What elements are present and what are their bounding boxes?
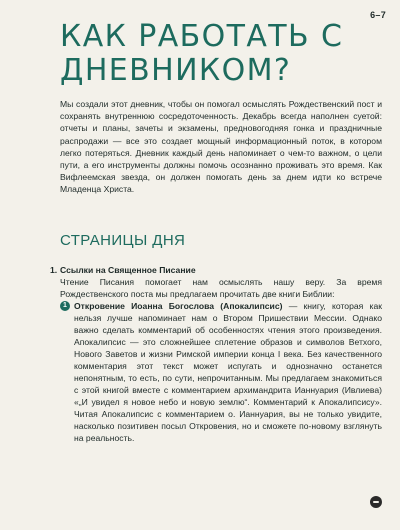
number-circle-icon: 1 [60,301,70,311]
section-title: СТРАНИЦЫ ДНЯ [60,232,186,249]
list-item [50,264,382,444]
page-corner-icon [370,496,382,508]
list-item-text: Чтение Писания помогает нам осмыслять нашу веру. За время Рождественского поста мы предлагаем прочитать две книги Библии: [60,277,382,299]
list-item-number: 1. [50,265,58,275]
section-list [50,264,382,444]
page-number: 6–7 [370,10,386,20]
sub-item-lead: Откровение Иоанна Богослова (Апокалипсис) [74,301,283,311]
sub-item [60,300,382,444]
intro-paragraph: Мы создали этот дневник, чтобы он помогал осмыслять Рождественский пост и сохранять внутреннюю сосредоточенность. Декабрь всегда наполнен суетой: отчеты и планы, зачеты и экзамены, предновогодняя гонка и праздничные распродажи — все это создает мощный информационный поток, в котором легко потеряться. Дневник каждый день напоминает о чем-то важном, о цели пути, а его инструменты должны помочь осознанно проживать это время. Как Вифлеемская звезда, он должен помогать день за днем идти ко встрече Младенца Христа. [60,99,382,195]
page-title: КАК РАБОТАТЬ С ДНЕВНИКОМ? [60,19,344,88]
list-item-title: Ссылки на Священное Писание [60,265,196,275]
sub-item-text: — книгу, которая как нельзя лучше напоминает нам о Втором Пришествии Мессии. Однако важно сделать комментарий об особенностях чтения этого произведения. Апокалипсис — это сложнейшее сплетение образов и символов Ветхого, Нового Заветов и жизни Римской империи конца I века. Без качественного комментария этот текст может испугать и однозначно останется непонятным, то есть, по сути, непрочитанным. Мы предлагаем знакомиться с этой книгой вместе с комментарием архимандрита Ианнуария (Ивлиева) «„И увидел я новое небо и новую землю“. Комментарий к Апокалипсису». Читая Апокалипсис с комментарием о. Ианнуария, вы не только увидите, насколько позитивен посыл Откровения, но и сможете по-новому взглянуть на реальность. [74,301,382,443]
list-item-heading [50,264,382,276]
